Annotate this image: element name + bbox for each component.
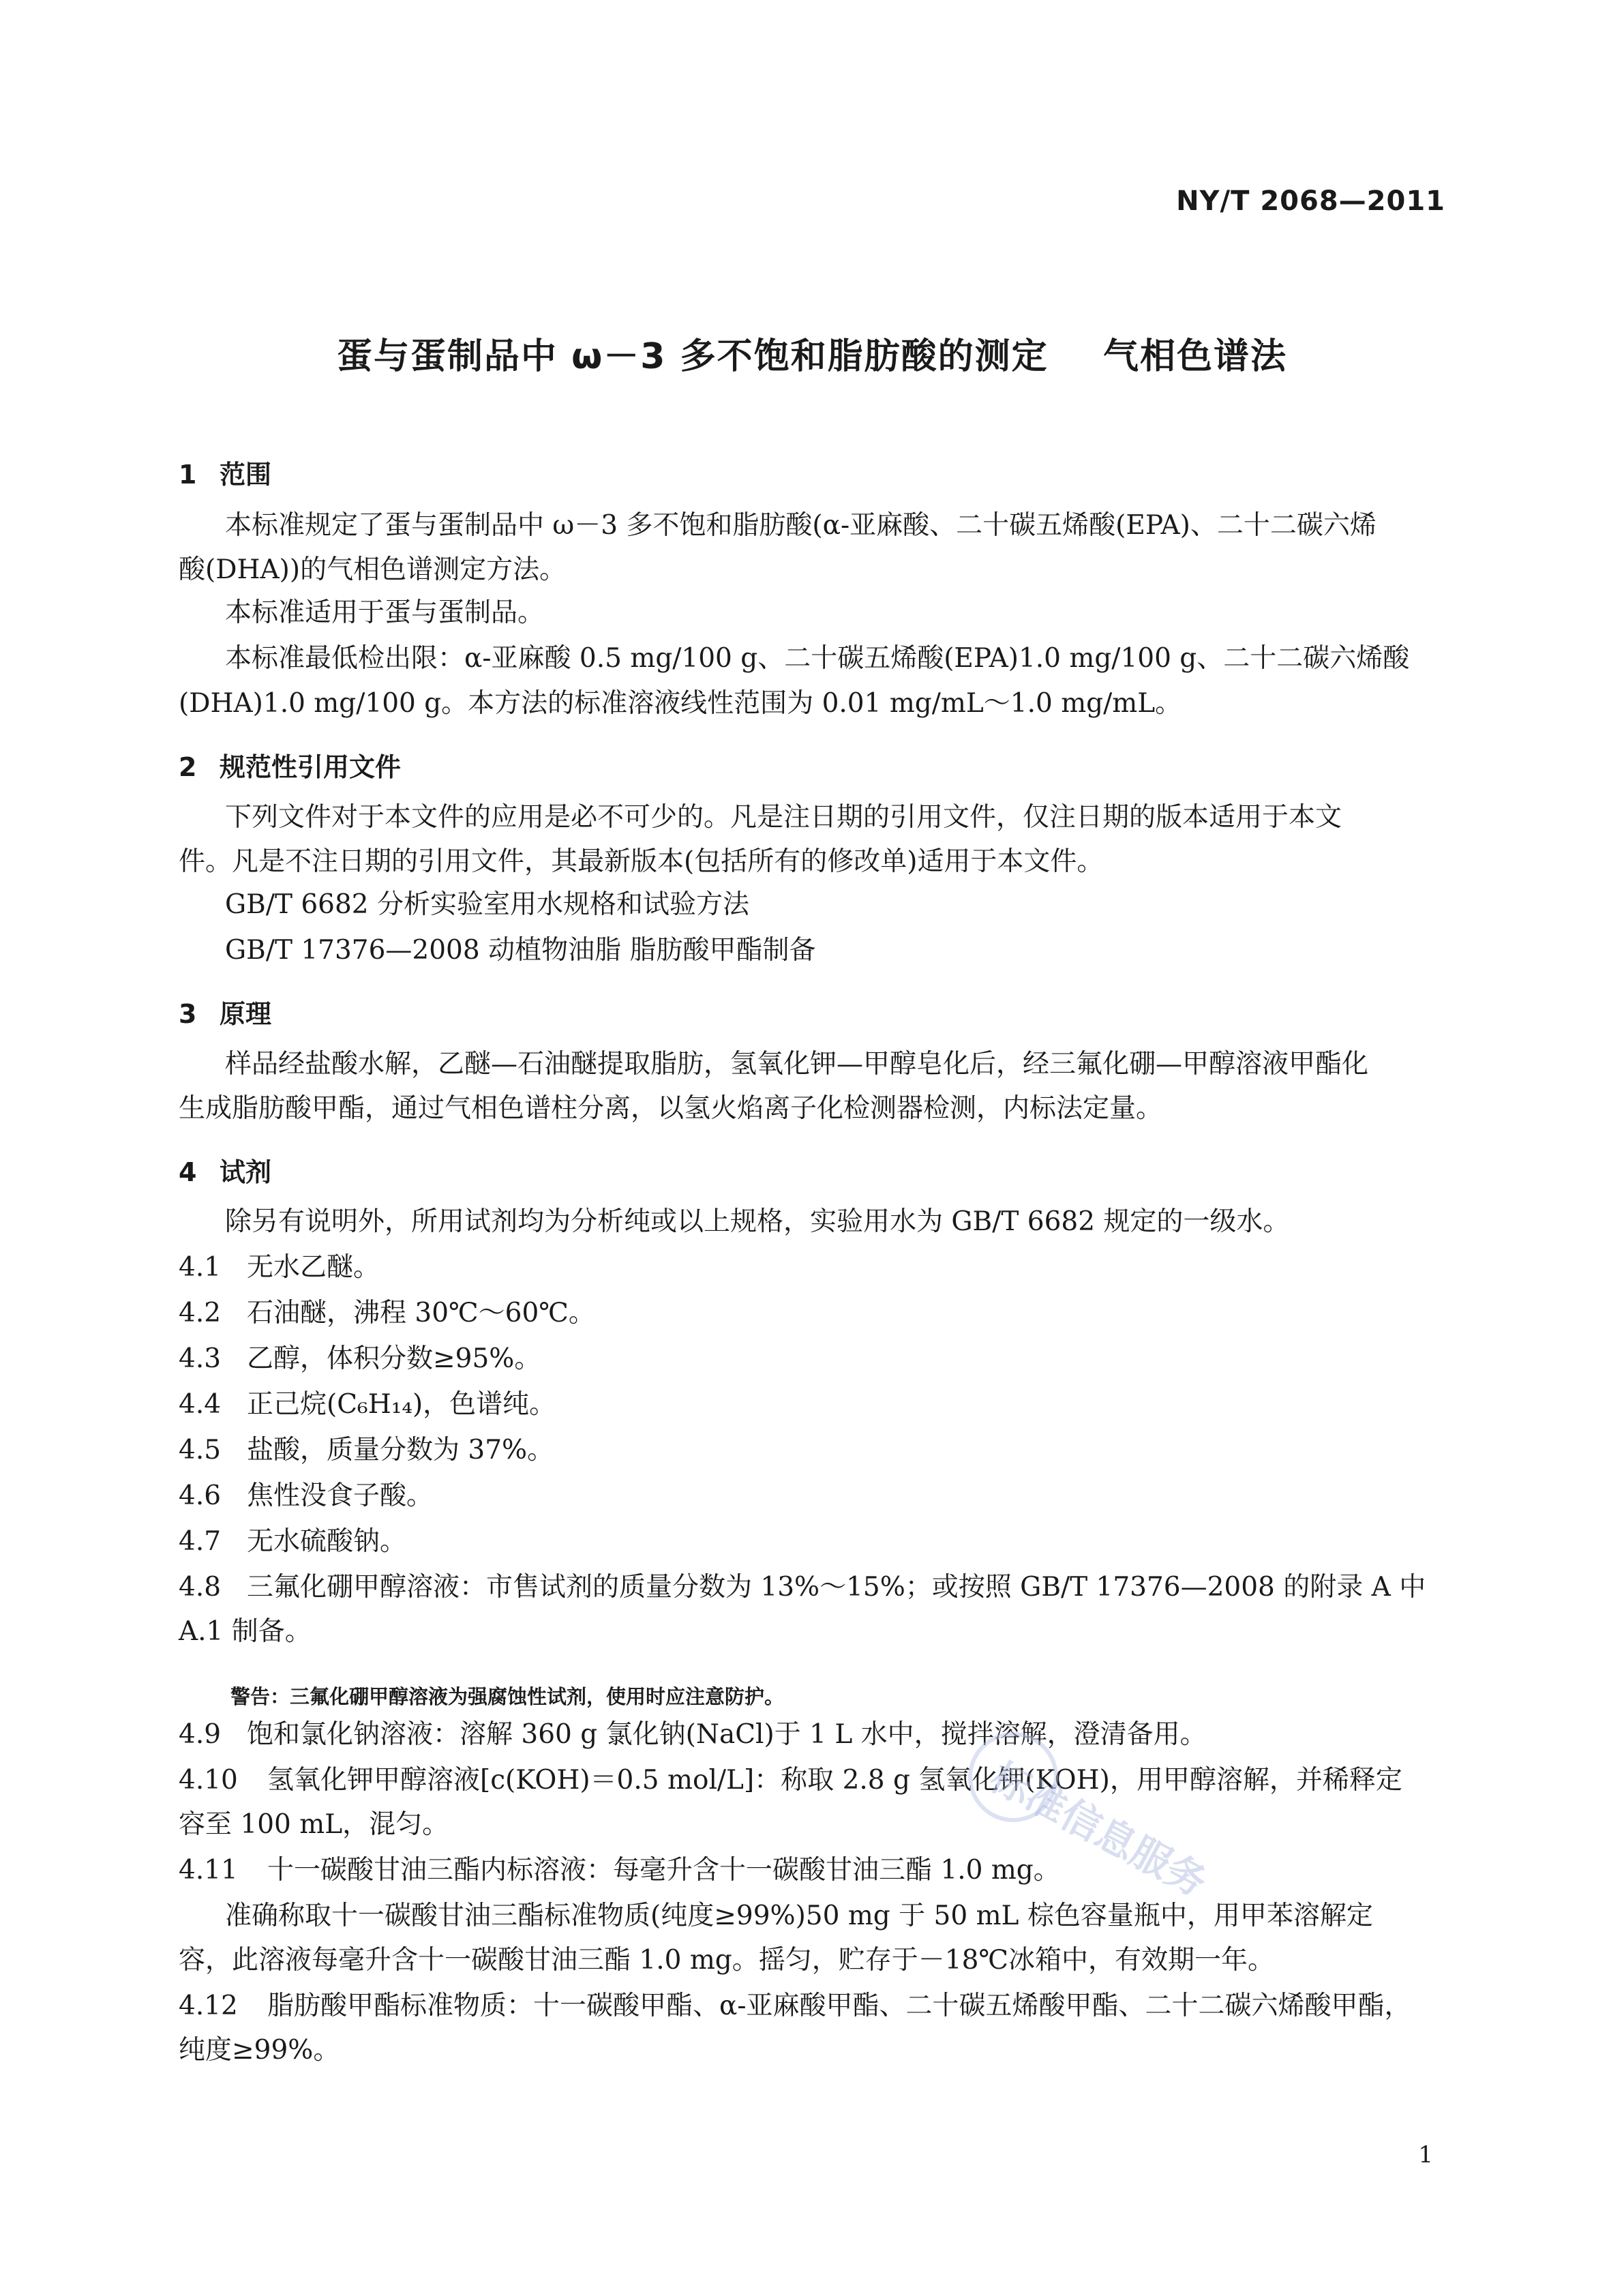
list-item: 4.11 十一碳酸甘油三酯内标溶液：每毫升含十一碳酸甘油三酯 1.0 mg。: [179, 1855, 1060, 1886]
list-item: 4.4 正己烷(C₆H₁₄)，色谱纯。: [179, 1389, 556, 1420]
paragraph-line: 本标准规定了蛋与蛋制品中 ω－3 多不饱和脂肪酸(α-亚麻酸、二十碳五烯酸(EPA)、二十二碳六烯: [225, 510, 1377, 541]
paragraph-line: 容至 100 mL，混匀。: [179, 1809, 449, 1840]
list-item: 4.7 无水硫酸钠。: [179, 1526, 407, 1557]
paragraph-line: 生成脂肪酸甲酯，通过气相色谱柱分离，以氢火焰离子化检测器检测，内标法定量。: [179, 1093, 1163, 1124]
section-3-heading: [179, 993, 271, 1030]
paragraph-line: 样品经盐酸水解，乙醚—石油醚提取脂肪，氢氧化钾—甲醇皂化后，经三氟化硼—甲醇溶液甲酯化: [225, 1049, 1369, 1079]
paragraph-line: 件。凡是不注日期的引用文件，其最新版本(包括所有的修改单)适用于本文件。: [179, 846, 1104, 877]
section-title: 规范性引用文件: [220, 752, 402, 782]
paragraph-line: 除另有说明外，所用试剂均为分析纯或以上规格，实验用水为 GB/T 6682 规定的一级水。: [225, 1206, 1290, 1237]
list-item: 4.5 盐酸，质量分数为 37%。: [179, 1435, 554, 1465]
section-number: 4: [179, 1157, 197, 1187]
section-number: 2: [179, 752, 197, 782]
section-title: 试剂: [220, 1157, 272, 1187]
list-item: 4.12 脂肪酸甲酯标准物质：十一碳酸甲酯、α-亚麻酸甲酯、二十碳五烯酸甲酯、二十二碳六烯酸甲酯，: [179, 1991, 1411, 2021]
list-item: 4.6 焦性没食子酸。: [179, 1480, 434, 1511]
paragraph-line: A.1 制备。: [179, 1616, 312, 1647]
list-item: 4.9 饱和氯化钠溶液：溶解 360 g 氯化钠(NaCl)于 1 L 水中，搅拌溶解，澄清备用。: [179, 1719, 1207, 1750]
paragraph-line: 下列文件对于本文件的应用是必不可少的。凡是注日期的引用文件，仅注日期的版本适用于本文: [225, 802, 1342, 833]
list-item: 4.10 氢氧化钾甲醇溶液[c(KOH)＝0.5 mol/L]：称取 2.8 g 氢氧化钾(KOH)，用甲醇溶解，并稀释定: [179, 1765, 1402, 1796]
paragraph-line: 纯度≥99%。: [179, 2035, 340, 2066]
section-title: 范围: [220, 460, 272, 490]
list-item: 4.1 无水乙醚。: [179, 1252, 380, 1283]
reference-line: GB/T 17376—2008 动植物油脂 脂肪酸甲酯制备: [225, 935, 816, 966]
section-number: 1: [179, 460, 197, 490]
paragraph-line: 容，此溶液每毫升含十一碳酸甘油三酯 1.0 mg。摇匀，贮存于－18℃冰箱中，有效期一年。: [179, 1945, 1275, 1976]
section-number: 3: [179, 999, 197, 1029]
list-item: 4.2 石油醚，沸程 30℃～60℃。: [179, 1298, 595, 1328]
paragraph-line: (DHA)1.0 mg/100 g。本方法的标准溶液线性范围为 0.01 mg/mL～1.0 mg/mL。: [179, 688, 1182, 719]
section-1-heading: [179, 453, 271, 491]
section-4-heading: [179, 1151, 271, 1189]
watermark: 标准信息服务: [982, 1753, 1215, 1906]
page-number: 1: [1418, 2141, 1433, 2169]
document-title: 蛋与蛋制品中 ω－3 多不饱和脂肪酸的测定 气相色谱法: [337, 336, 1287, 377]
list-item: 4.8 三氟化硼甲醇溶液：市售试剂的质量分数为 13%～15%；或按照 GB/T 17376—2008 的附录 A 中: [179, 1572, 1426, 1603]
standard-code: NY/T 2068—2011: [1176, 185, 1445, 217]
paragraph-line: 本标准最低检出限：α-亚麻酸 0.5 mg/100 g、二十碳五烯酸(EPA)1.0 mg/100 g、二十二碳六烯酸: [225, 643, 1410, 674]
section-title: 原理: [220, 999, 272, 1029]
paragraph-line: 酸(DHA))的气相色谱测定方法。: [179, 554, 567, 585]
list-item: 4.3 乙醇，体积分数≥95%。: [179, 1343, 541, 1374]
reference-line: GB/T 6682 分析实验室用水规格和试验方法: [225, 889, 750, 920]
paragraph-line: 准确称取十一碳酸甘油三酯标准物质(纯度≥99%)50 mg 于 50 mL 棕色容量瓶中，用甲苯溶解定: [225, 1901, 1373, 1931]
section-2-heading: [179, 746, 401, 784]
paragraph-line: 本标准适用于蛋与蛋制品。: [225, 597, 545, 628]
warning-note: 警告：三氟化硼甲醇溶液为强腐蚀性试剂，使用时应注意防护。: [230, 1685, 785, 1708]
